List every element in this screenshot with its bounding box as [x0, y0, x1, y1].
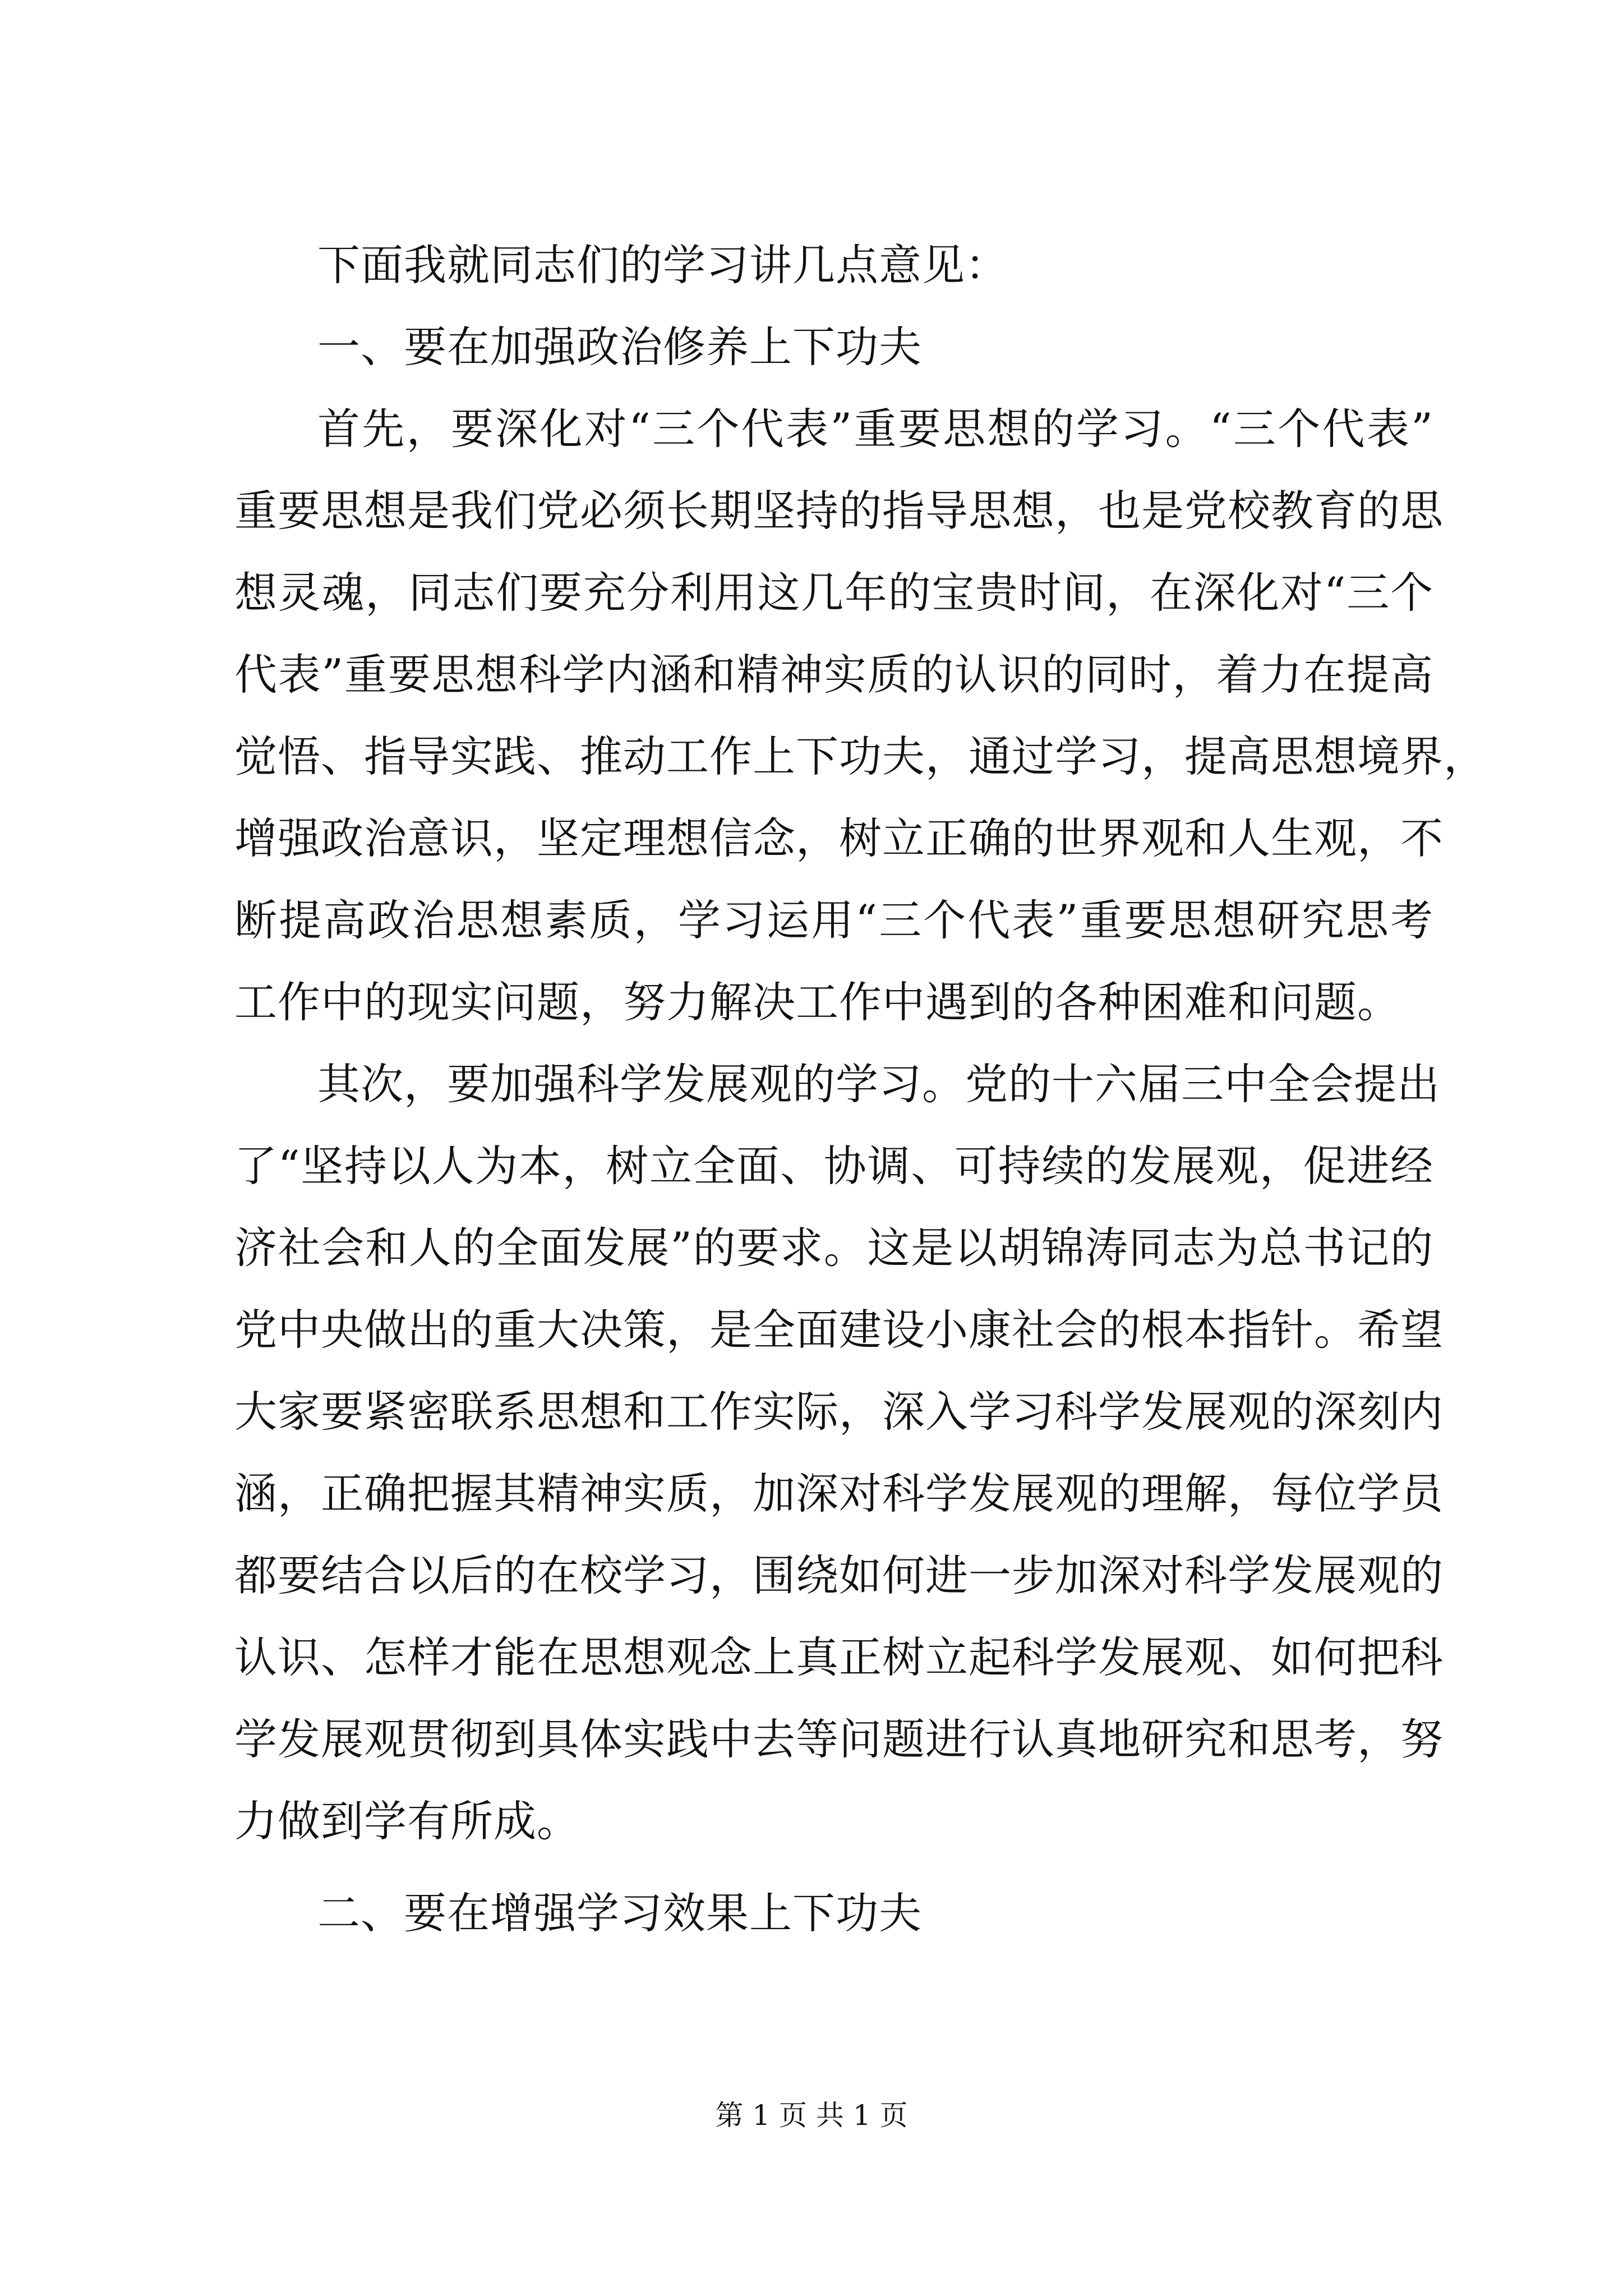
paragraph-line: 认识、怎样才能在思想观念上真正树立起科学发展观、如何把科 — [234, 1632, 1444, 1682]
paragraph-line: 力做到学有所成。 — [234, 1796, 580, 1846]
paragraph-line: 觉悟、指导实践、推动工作上下功夫，通过学习，提高思想境界， — [234, 731, 1487, 781]
paragraph-line: 代表”重要思想科学内涵和精神实质的认识的同时，着力在提高 — [234, 650, 1433, 700]
paragraph-line: 工作中的现实问题，努力解决工作中遇到的各种困难和问题。 — [234, 977, 1400, 1027]
paragraph-line: 想灵魂，同志们要充分利用这几年的宝贵时间，在深化对“三个 — [234, 568, 1433, 618]
paragraph-line: 重要思想是我们党必须长期坚持的指导思想，也是党校教育的思 — [234, 486, 1444, 536]
paragraph-line: 其次，要加强科学发展观的学习。党的十六届三中全会提出 — [317, 1059, 1440, 1109]
paragraph-line: 党中央做出的重大决策，是全面建设小康社会的根本指针。希望 — [234, 1305, 1444, 1355]
section-heading-1: 一、要在加强政治修养上下功夫 — [317, 322, 922, 372]
paragraph-line: 学发展观贯彻到具体实践中去等问题进行认真地研究和思考，努 — [234, 1714, 1444, 1764]
paragraph-line: 涵，正确把握其精神实质，加深对科学发展观的理解，每位学员 — [234, 1469, 1444, 1519]
paragraph-line: 都要结合以后的在校学习，围绕如何进一步加深对科学发展观的 — [234, 1550, 1444, 1600]
paragraph-line: 断提高政治思想素质，学习运用“三个代表”重要思想研究思考 — [234, 895, 1433, 945]
page-number: 第 1 页 共 1 页 — [715, 2099, 908, 2132]
section-heading-2: 二、要在增强学习效果上下功夫 — [317, 1888, 922, 1938]
paragraph-line: 济社会和人的全面发展”的要求。这是以胡锦涛同志为总书记的 — [234, 1223, 1433, 1273]
document-body — [234, 224, 1487, 1954]
intro-line: 下面我就同志们的学习讲几点意见： — [317, 240, 1008, 290]
paragraph-line: 大家要紧密联系思想和工作实际，深入学习科学发展观的深刻内 — [234, 1387, 1444, 1437]
paragraph-line: 了“坚持以人为本，树立全面、协调、可持续的发展观，促进经 — [234, 1141, 1433, 1191]
paragraph-line: 增强政治意识，坚定理想信念，树立正确的世界观和人生观，不 — [234, 813, 1444, 863]
paragraph-line: 首先，要深化对“三个代表”重要思想的学习。“三个代表” — [317, 404, 1433, 454]
